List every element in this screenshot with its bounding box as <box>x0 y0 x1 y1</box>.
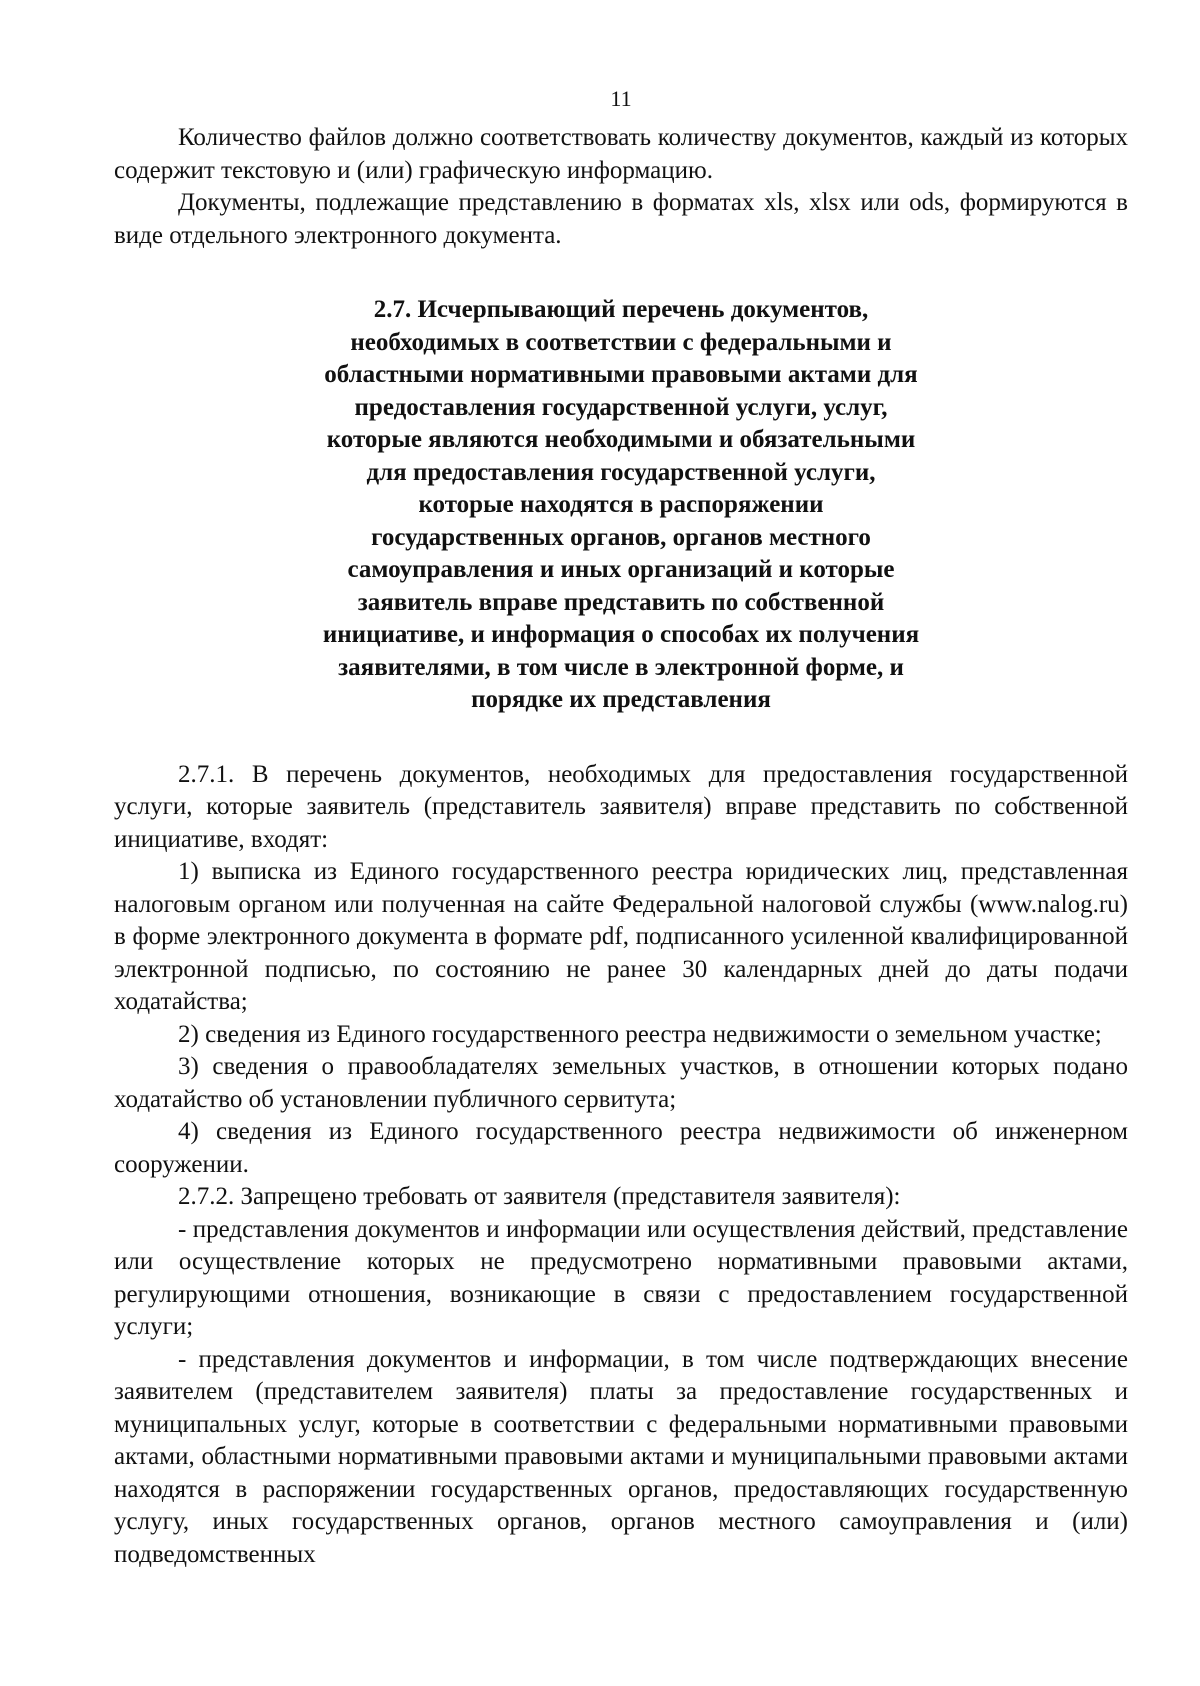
heading-line: государственных органов, органов местного <box>371 523 871 551</box>
heading-line: предоставления государственной услуги, услуг, <box>354 393 888 421</box>
dash-item-1: - представления документов и информации или осуществления действий, представление или осуществление которых не предусмотрено нормативными правовыми актами, регулирующими отношения, возникающие в связи с предоставлением государственной услуги; <box>114 1215 1128 1340</box>
paragraph-2-7-2: 2.7.2. Запрещено требовать от заявителя (представителя заявителя): <box>178 1183 901 1210</box>
heading-line: инициативе, и информация о способах их получения <box>322 621 920 648</box>
heading-line: для предоставления государственной услуги, <box>366 458 876 486</box>
heading-line: заявитель вправе представить по собственной <box>357 588 885 616</box>
body-section <box>114 759 1128 1572</box>
intro-paragraph-files: Количество файлов должно соответствовать количеству документов, каждый из которых содержит текстовую и (или) графическую информацию. <box>114 124 1128 184</box>
heading-line: необходимых в соответствии с федеральными и <box>350 328 892 356</box>
intro-section <box>114 122 1128 252</box>
section-heading <box>114 294 1128 717</box>
heading-line: порядке их представления <box>471 686 771 713</box>
list-item-1: 1) выписка из Единого государственного реестра юридических лиц, представленная налоговым органом или полученная на сайте Федеральной налоговой службы (www.nalog.ru) в форме электронного документа в формате pdf, подписанного усиленной квалифицированной электронной подписью, по состоянию не ранее 30 календарных дней до даты подачи ходатайства; <box>114 858 1128 1015</box>
heading-line: областными нормативными правовыми актами для <box>324 361 918 388</box>
heading-line: самоуправления и иных организаций и которые <box>347 556 895 583</box>
heading-line: заявителями, в том числе в электронной форме, и <box>338 653 904 681</box>
page-number: 11 <box>610 86 632 111</box>
heading-line: 2.7. Исчерпывающий перечень документов, <box>373 296 869 323</box>
paragraph-2-7-1: 2.7.1. В перечень документов, необходимых для предоставления государственной услуги, которые заявитель (представитель заявителя) вправе представить по собственной инициативе, входят: <box>114 760 1128 853</box>
heading-line: которые находятся в распоряжении <box>418 491 824 518</box>
dash-item-2: - представления документов и информации, в том числе подтверждающих внесение заявителем (представителем заявителя) платы за предоставление государственных и муниципальных услуг, которые в соответствии с федеральными нормативными правовыми актами, областными нормативными правовыми актами и муниципальными правовыми актами находятся в распоряжении государственных органов, предоставляющих государственную услугу, иных государственных органов, органов местного самоуправления и (или) подведомственных <box>114 1345 1128 1568</box>
list-item-3: 3) сведения о правообладателях земельных участков, в отношении которых подано ходатайство об установлении публичного сервитута; <box>114 1053 1128 1113</box>
heading-line: которые являются необходимыми и обязательными <box>326 426 916 453</box>
list-item-2: 2) сведения из Единого государственного реестра недвижимости о земельном участке; <box>178 1020 1102 1048</box>
list-item-4: 4) сведения из Единого государственного реестра недвижимости об инженерном сооружении. <box>114 1118 1128 1178</box>
intro-paragraph-formats: Документы, подлежащие представлению в форматах xls, xlsx или ods, формируются в виде отдельного электронного документа. <box>114 189 1128 249</box>
